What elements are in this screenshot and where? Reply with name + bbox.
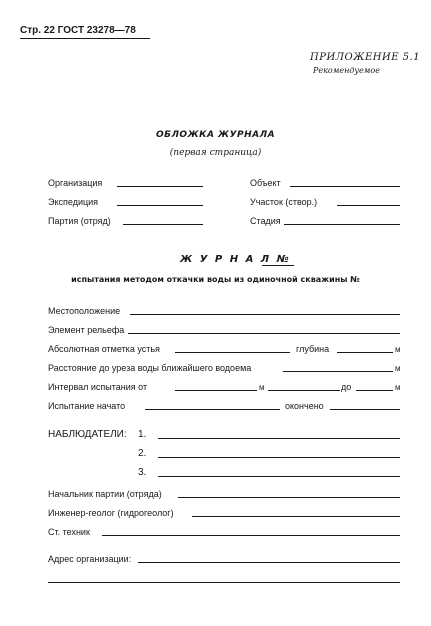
distance-label: Расстояние до уреза воды ближайшего водоема <box>48 363 252 373</box>
observer-1-line[interactable] <box>158 438 400 439</box>
organization-line[interactable] <box>117 186 203 187</box>
party-label: Партия (отряд) <box>48 216 111 226</box>
journal-number-line[interactable] <box>262 265 294 266</box>
engineer-line[interactable] <box>192 516 400 517</box>
address-line-2[interactable] <box>48 582 400 583</box>
appendix-subtitle: Рекомендуемое <box>313 66 380 75</box>
expedition-label: Экспедиция <box>48 197 99 207</box>
site-label: Участок (створ.) <box>250 197 318 207</box>
interval-from-unit: м <box>259 383 265 392</box>
interval-to-label: до <box>341 382 352 392</box>
observer-1-number: 1. <box>138 429 147 440</box>
technician-label: Ст. техник <box>48 527 90 537</box>
end-label: окончено <box>285 401 324 411</box>
location-label: Местоположение <box>48 306 121 316</box>
observer-3-line[interactable] <box>158 476 400 477</box>
appendix-title: ПРИЛОЖЕНИЕ 5.1 <box>310 52 421 63</box>
observer-2-number: 2. <box>138 448 147 459</box>
interval-from-line[interactable] <box>175 390 257 391</box>
header-rule <box>20 38 150 39</box>
object-label: Объект <box>250 178 281 188</box>
object-line[interactable] <box>290 186 400 187</box>
start-line[interactable] <box>145 409 280 410</box>
technician-line[interactable] <box>102 535 400 536</box>
depth-label: глубина <box>296 344 330 354</box>
elevation-label: Абсолютная отметка устья <box>48 344 160 354</box>
interval-to-unit: м <box>395 383 401 392</box>
journal-title: Ж У Р Н А Л № <box>180 254 291 265</box>
location-line[interactable] <box>130 314 400 315</box>
start-label: Испытание начато <box>48 401 126 411</box>
cover-subtitle: (первая страница) <box>169 148 262 158</box>
depth-unit: м <box>395 345 401 354</box>
stage-line[interactable] <box>284 224 400 225</box>
relief-line[interactable] <box>128 333 400 334</box>
party-line[interactable] <box>123 224 203 225</box>
interval-label: Интервал испытания от <box>48 382 148 392</box>
organization-label: Организация <box>48 178 103 188</box>
elevation-line[interactable] <box>175 352 290 353</box>
chief-label: Начальник партии (отряда) <box>48 489 162 499</box>
address-line-1[interactable] <box>138 562 400 563</box>
observer-2-line[interactable] <box>158 457 400 458</box>
distance-unit: м <box>395 364 401 373</box>
stage-label: Стадия <box>250 216 281 226</box>
distance-line[interactable] <box>283 371 393 372</box>
interval-to-line[interactable] <box>356 390 393 391</box>
relief-label: Элемент рельефа <box>48 325 125 335</box>
interval-mid-line <box>268 390 340 391</box>
observers-label: НАБЛЮДАТЕЛИ: <box>48 429 127 440</box>
depth-line[interactable] <box>337 352 393 353</box>
chief-line[interactable] <box>178 497 400 498</box>
site-line[interactable] <box>337 205 400 206</box>
test-title: испытания методом откачки воды из одиночной скважины № <box>71 275 360 284</box>
expedition-line[interactable] <box>117 205 203 206</box>
observer-3-number: 3. <box>138 467 147 478</box>
engineer-label: Инженер-геолог (гидрогеолог) <box>48 508 174 518</box>
page-header: Стр. 22 ГОСТ 23278—78 <box>20 25 136 36</box>
end-line[interactable] <box>330 409 400 410</box>
address-label: Адрес организации: <box>48 554 132 564</box>
cover-title: ОБЛОЖКА ЖУРНАЛА <box>155 130 276 140</box>
